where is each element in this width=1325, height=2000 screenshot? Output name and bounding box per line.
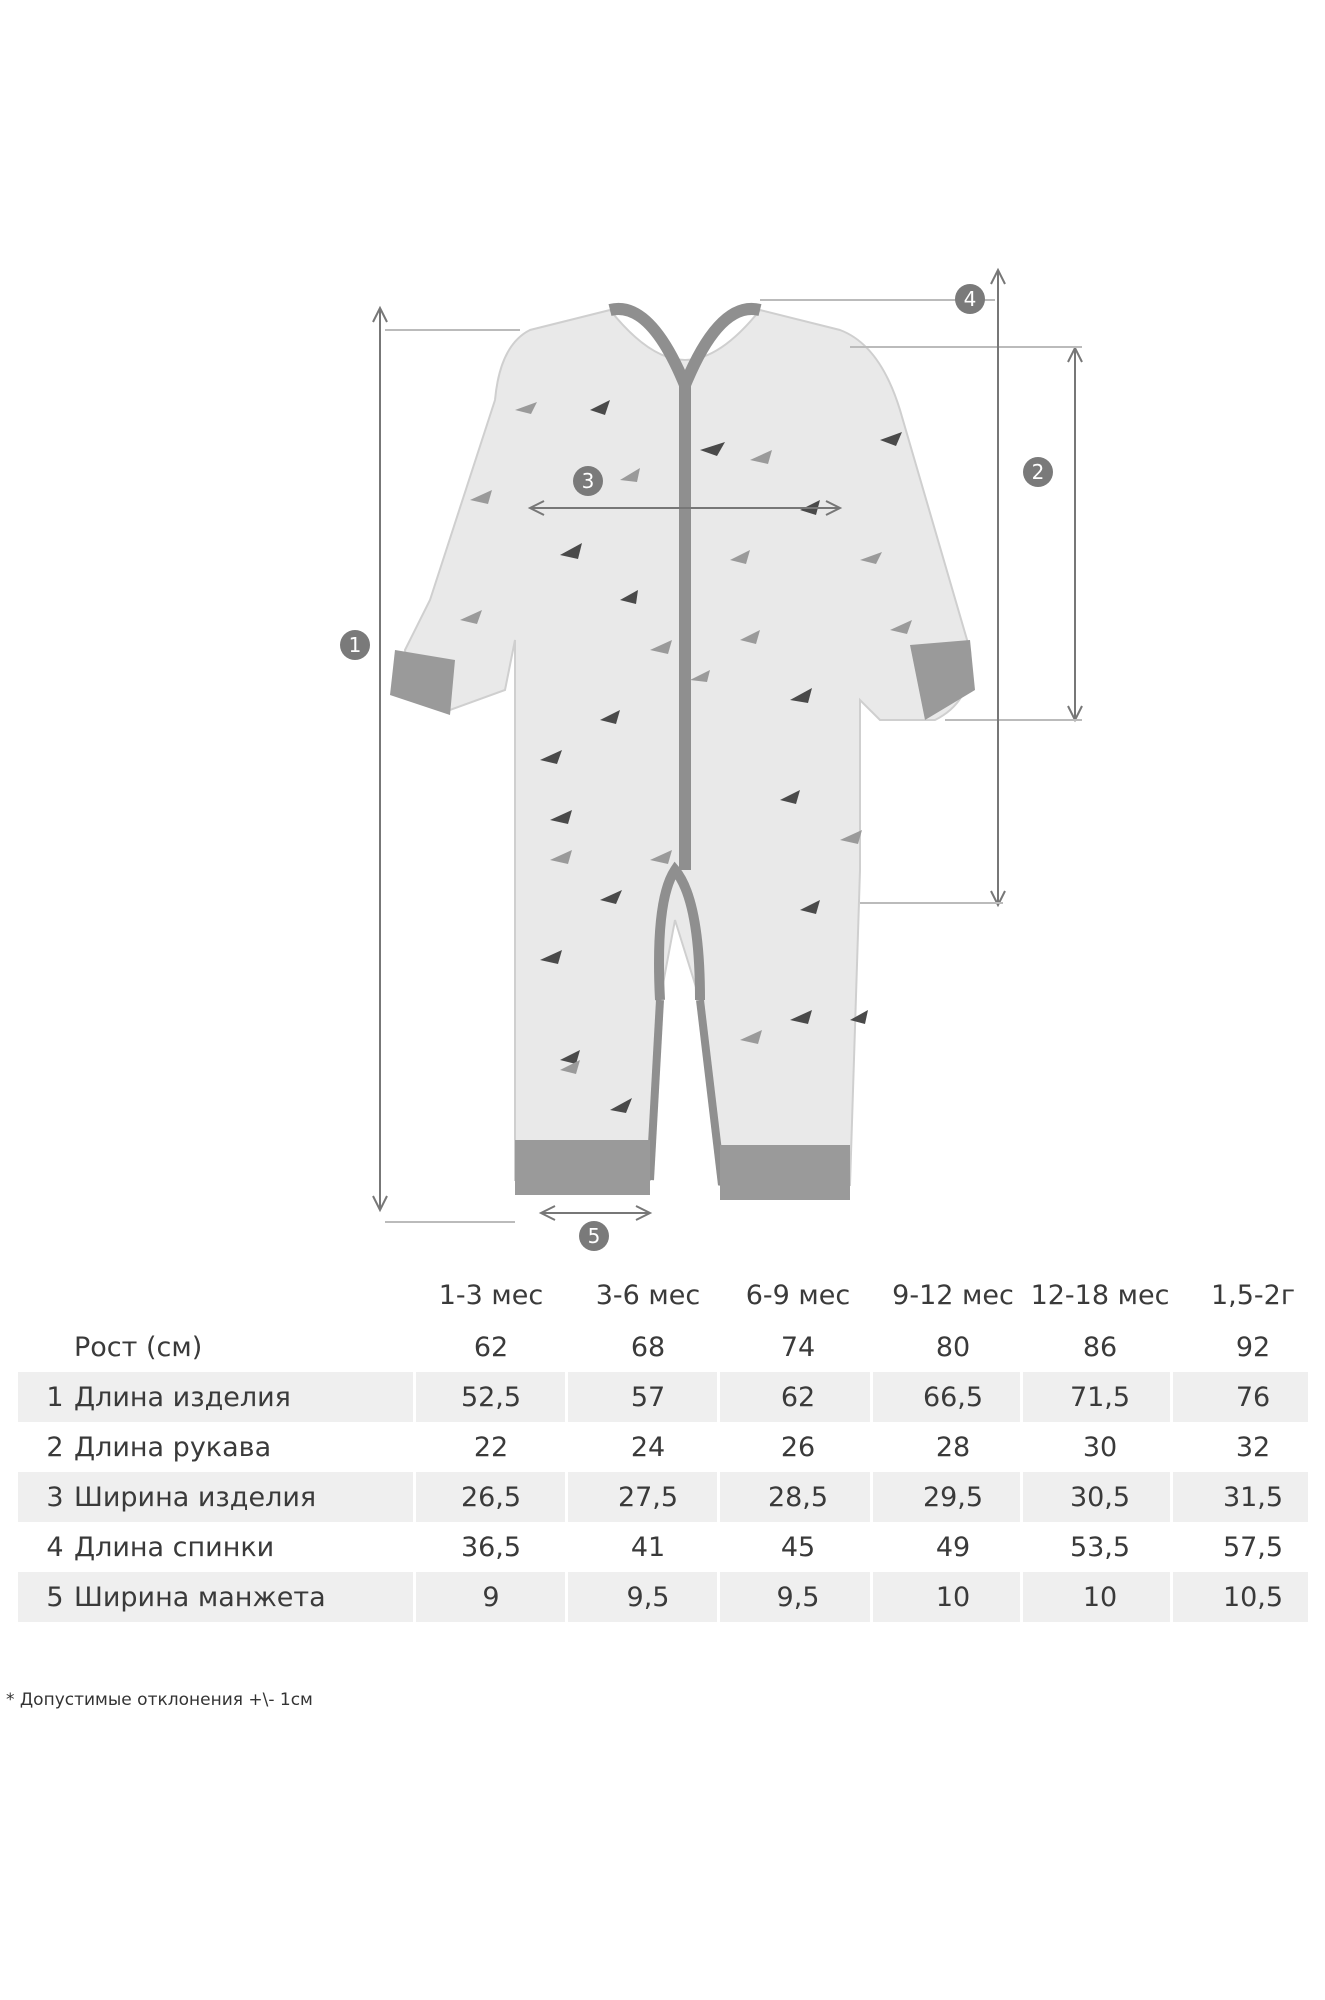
measure-line-5 [541,1206,650,1220]
table-cell: 10 [1082,1582,1118,1613]
table-cell: 57 [630,1382,666,1413]
column-header: 3-6 мес [595,1280,701,1311]
table-cell: 45 [780,1532,816,1563]
table-cell: 27,5 [617,1482,679,1513]
table-row [18,1572,1308,1622]
table-cell: 28 [935,1432,971,1463]
row-label: Рост (см) [74,1332,203,1363]
svg-text:4: 4 [963,287,977,311]
size-table [18,1260,1308,1622]
table-cell: 80 [935,1332,971,1363]
marker-2 [1023,457,1053,487]
marker-5 [579,1221,609,1251]
svg-text:2: 2 [1031,460,1045,484]
table-cell: 62 [780,1382,816,1413]
table-row [18,1372,1308,1422]
table-cell: 49 [935,1532,971,1563]
marker-4 [955,284,985,314]
table-cell: 24 [630,1432,666,1463]
table-body [18,1322,1308,1622]
table-cell: 62 [473,1332,509,1363]
column-header: 9-12 мес [892,1280,1014,1311]
row-number: 3 [46,1482,64,1513]
table-cell: 53,5 [1069,1532,1131,1563]
table-cell: 26 [780,1432,816,1463]
table-cell: 26,5 [460,1482,522,1513]
row-number: 5 [46,1582,64,1613]
table-cell: 74 [780,1332,816,1363]
column-header: 12-18 мес [1030,1280,1170,1311]
table-cell: 32 [1235,1432,1271,1463]
row-number: 2 [46,1432,64,1463]
table-cell: 10 [935,1582,971,1613]
tolerance-footnote: * Допустимые отклонения +\- 1см [6,1690,313,1710]
table-row [18,1472,1308,1522]
table-cell: 86 [1082,1332,1118,1363]
table-row [18,1522,1308,1572]
marker-3 [573,466,603,496]
row-number: 4 [46,1532,64,1563]
column-header: 6-9 мес [745,1280,851,1311]
row-label: Ширина изделия [74,1482,317,1513]
table-cell: 36,5 [460,1532,522,1563]
table-cell: 28,5 [767,1482,829,1513]
table-cell: 71,5 [1069,1382,1131,1413]
table-cell: 22 [473,1432,509,1463]
row-label: Ширина манжета [74,1582,326,1613]
column-header: 1-3 мес [438,1280,544,1311]
table-cell: 9 [482,1582,500,1613]
table-cell: 57,5 [1222,1532,1284,1563]
svg-text:3: 3 [581,469,595,493]
svg-text:5: 5 [587,1224,601,1248]
table-cell: 52,5 [460,1382,522,1413]
table-cell: 31,5 [1222,1482,1284,1513]
svg-text:1: 1 [348,633,362,657]
table-cell: 92 [1235,1332,1271,1363]
table-row [18,1422,1308,1472]
table-cell: 76 [1235,1382,1271,1413]
column-header: 1,5-2г [1210,1280,1296,1311]
row-label: Длина изделия [74,1382,291,1413]
row-label: Длина спинки [74,1532,275,1563]
table-cell: 29,5 [922,1482,984,1513]
table-cell: 41 [630,1532,666,1563]
table-cell: 30,5 [1069,1482,1131,1513]
table-cell: 10,5 [1222,1582,1284,1613]
table-row [18,1322,1308,1372]
table-header-row [18,1260,1308,1322]
table-cell: 68 [630,1332,666,1363]
row-label: Длина рукава [74,1432,272,1463]
row-number: 1 [46,1382,64,1413]
romper-drawing [390,309,975,1200]
marker-1 [340,630,370,660]
table-cell: 66,5 [922,1382,984,1413]
table-cell: 9,5 [776,1582,820,1613]
table-cell: 9,5 [626,1582,670,1613]
table-cell: 30 [1082,1432,1118,1463]
